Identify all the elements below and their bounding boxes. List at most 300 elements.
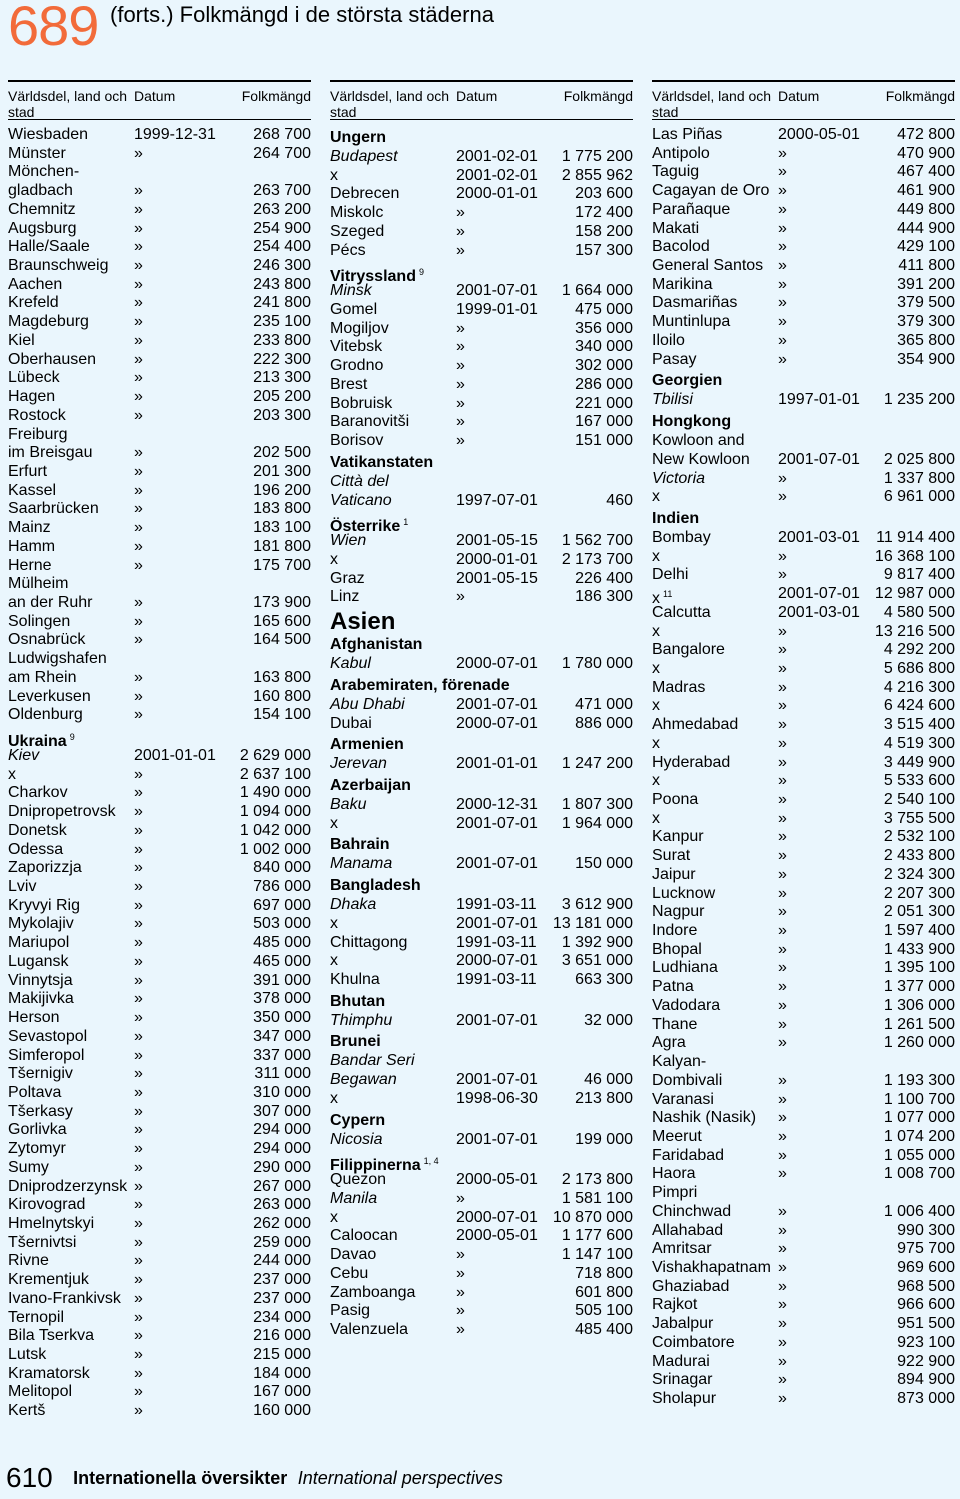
population-cell: 237 000 xyxy=(253,1271,311,1289)
table-row xyxy=(8,1271,311,1290)
header-rule xyxy=(652,119,955,120)
population-cell: 347 000 xyxy=(253,1027,311,1045)
table-row xyxy=(330,223,633,242)
date-cell: 2001-07-01 xyxy=(456,1071,538,1089)
city-name: Magdeburg xyxy=(8,313,89,331)
city-name: Taguig xyxy=(652,163,700,181)
table-row xyxy=(652,828,955,847)
table-row xyxy=(330,815,633,834)
country-name: Azerbaijan xyxy=(330,776,411,794)
city-name: Saarbrücken xyxy=(8,500,99,518)
city-name: Varanasi xyxy=(652,1090,714,1108)
date-cell: » xyxy=(778,275,787,293)
table-row xyxy=(330,413,633,432)
table-row xyxy=(330,1012,633,1031)
country-heading xyxy=(652,369,955,391)
city-name: Budapest xyxy=(330,148,398,165)
table-row xyxy=(8,500,311,519)
date-cell: » xyxy=(134,350,143,368)
date-cell: » xyxy=(778,1109,787,1127)
population-cell: 160 800 xyxy=(253,687,311,705)
population-cell: 11 914 400 xyxy=(876,528,955,546)
city-name: Augsburg xyxy=(8,219,77,237)
table-row xyxy=(330,896,633,915)
date-cell: » xyxy=(778,734,787,752)
city-name: am Rhein xyxy=(8,668,77,686)
population-cell: 3 755 500 xyxy=(883,809,955,827)
city-name: Nashik (Nasik) xyxy=(652,1109,757,1127)
table-row xyxy=(330,1321,633,1340)
population-cell: 6 424 600 xyxy=(883,697,955,715)
population-cell: 243 800 xyxy=(253,275,311,293)
city-name: Tšernigiv xyxy=(8,1065,73,1083)
table-row xyxy=(8,351,311,370)
date-cell: » xyxy=(134,631,143,649)
table-row xyxy=(330,282,633,301)
table-row xyxy=(8,822,311,841)
city-name: Dombivali xyxy=(652,1071,723,1089)
table-row xyxy=(652,488,955,507)
city-name: Solingen xyxy=(8,612,71,630)
table-row xyxy=(652,1390,955,1409)
date-cell: » xyxy=(134,481,143,499)
population-cell: 449 800 xyxy=(897,200,955,218)
city-name: Agra xyxy=(652,1034,686,1052)
date-cell: » xyxy=(134,257,143,275)
city-name: Sholapur xyxy=(652,1390,717,1407)
date-cell: » xyxy=(134,500,143,518)
date-cell: » xyxy=(134,1027,143,1045)
table-row xyxy=(8,669,311,688)
date-cell: » xyxy=(778,331,787,349)
table-row xyxy=(8,276,311,295)
population-cell: 175 700 xyxy=(253,556,311,574)
city-name: Jaipur xyxy=(652,865,696,883)
population-cell: 2 540 100 xyxy=(883,791,955,808)
country-name: Filippinerna $^{1, 4}$ xyxy=(330,1156,439,1175)
city-name: Thimphu xyxy=(330,1011,393,1029)
date-cell: 2000-12-31 xyxy=(456,795,538,813)
population-cell: 205 200 xyxy=(253,388,311,406)
date-cell: » xyxy=(456,394,465,412)
date-cell: » xyxy=(456,1321,465,1339)
table-row xyxy=(8,557,311,576)
city-name: Bhopal xyxy=(652,940,702,958)
table-row xyxy=(8,953,311,972)
date-cell: » xyxy=(134,200,143,218)
city-name: Quezon xyxy=(330,1171,387,1189)
date-cell: » xyxy=(778,678,787,696)
city-name: Kryvyi Rig xyxy=(8,896,81,914)
footer-title: Internationella översikter xyxy=(73,1467,288,1488)
date-cell: 1999-01-01 xyxy=(456,301,538,319)
date-cell: » xyxy=(456,588,465,606)
city-name: Las Piñas xyxy=(652,126,723,143)
table-row xyxy=(652,959,955,978)
table-row xyxy=(652,1371,955,1390)
city-name: Vitebsk xyxy=(330,338,383,356)
table-row xyxy=(8,1065,311,1084)
date-cell: » xyxy=(134,369,143,387)
population-cell: 1 247 200 xyxy=(561,755,633,773)
country-name: Österrike $^1$ xyxy=(330,517,409,536)
population-cell: 221 000 xyxy=(575,394,633,412)
population-cell: 2 025 800 xyxy=(883,450,955,468)
date-cell: » xyxy=(134,294,143,312)
city-name: Tšerkasy xyxy=(8,1102,73,1120)
population-cell: 2 433 800 xyxy=(883,847,955,865)
table-column-1 xyxy=(8,80,311,1421)
population-cell: 5 686 800 xyxy=(883,659,955,677)
table-row xyxy=(8,1383,311,1402)
population-cell: 1 177 600 xyxy=(561,1227,633,1245)
table-row xyxy=(652,1109,955,1128)
population-cell: 1 775 200 xyxy=(561,148,633,165)
date-cell: » xyxy=(134,821,143,839)
table-row xyxy=(8,1084,311,1103)
population-cell: 1 562 700 xyxy=(561,532,633,550)
column-header xyxy=(652,82,955,120)
population-cell: 786 000 xyxy=(253,878,311,896)
date-cell: » xyxy=(134,971,143,989)
city-name: Poona xyxy=(652,791,699,808)
table-row xyxy=(652,1296,955,1315)
city-name: Odessa xyxy=(8,840,64,858)
population-cell: 267 000 xyxy=(253,1177,311,1195)
table-row xyxy=(8,220,311,239)
table-row xyxy=(652,604,955,623)
population-cell: 173 900 xyxy=(253,593,311,611)
table-row xyxy=(8,1159,311,1178)
table-row xyxy=(330,432,633,451)
population-cell: 1 147 100 xyxy=(561,1246,633,1264)
table-row xyxy=(330,532,633,551)
table-row xyxy=(652,1147,955,1166)
table-row xyxy=(330,655,633,674)
table-row xyxy=(330,473,633,492)
table-row xyxy=(330,1284,633,1303)
population-cell: 1 002 000 xyxy=(239,840,311,858)
country-heading xyxy=(330,1030,633,1052)
city-name: Sumy xyxy=(8,1158,49,1176)
city-name: Begawan xyxy=(330,1071,397,1089)
country-name: Hongkong xyxy=(652,413,732,431)
date-cell: 2001-05-15 xyxy=(456,532,538,550)
date-cell: » xyxy=(134,275,143,293)
population-cell: 337 000 xyxy=(253,1046,311,1064)
table-row xyxy=(8,1327,311,1346)
city-name: Patna xyxy=(652,978,694,996)
table-row xyxy=(652,623,955,642)
population-cell: 1 392 900 xyxy=(561,933,633,951)
table-row xyxy=(8,1028,311,1047)
date-cell: » xyxy=(456,319,465,337)
continent-heading xyxy=(330,607,633,636)
header-date: Datum xyxy=(134,88,176,104)
date-cell: » xyxy=(778,791,787,808)
date-cell: » xyxy=(134,1289,143,1307)
table-row xyxy=(652,1353,955,1372)
city-name: gladbach xyxy=(8,182,73,200)
city-name: Bandar Seri xyxy=(330,1052,415,1070)
country-heading xyxy=(652,410,955,432)
population-cell: 4 292 200 xyxy=(883,641,955,659)
city-name: Erfurt xyxy=(8,462,48,480)
table-row xyxy=(330,1171,633,1190)
city-name: Madras xyxy=(652,678,706,696)
country-heading xyxy=(330,451,633,473)
footnote-ref: 9 xyxy=(418,267,424,278)
city-name: Lviv xyxy=(8,878,37,896)
population-cell: 12 987 000 xyxy=(874,585,955,603)
city-name: Chemnitz xyxy=(8,200,76,218)
table-row xyxy=(652,238,955,257)
population-cell: 311 000 xyxy=(254,1065,311,1083)
city-name: Marikina xyxy=(652,275,713,293)
city-name: Halle/Saale xyxy=(8,238,90,256)
city-name: Victoria xyxy=(652,469,706,487)
date-cell: » xyxy=(778,1034,787,1052)
date-cell: » xyxy=(134,1102,143,1120)
population-cell: 485 400 xyxy=(575,1321,633,1339)
population-cell: 601 800 xyxy=(575,1283,633,1301)
city-name: Brest xyxy=(330,375,368,393)
table-row xyxy=(330,185,633,204)
city-name: Ludhiana xyxy=(652,959,718,977)
table-row xyxy=(652,697,955,716)
date-cell: » xyxy=(134,952,143,970)
city-name: Jabalpur xyxy=(652,1315,714,1333)
date-cell: 2001-07-01 xyxy=(456,1011,538,1029)
table-row xyxy=(652,182,955,201)
population-cell: 157 300 xyxy=(575,241,633,259)
table-row xyxy=(652,641,955,660)
date-cell: » xyxy=(778,940,787,958)
date-cell: » xyxy=(134,182,143,200)
population-cell: 5 533 600 xyxy=(883,772,955,790)
city-name: Lugansk xyxy=(8,952,69,970)
city-name: Kramatorsk xyxy=(8,1364,90,1382)
table-row xyxy=(652,997,955,1016)
table-row xyxy=(8,841,311,860)
table-row xyxy=(652,1334,955,1353)
city-name: Ahmedabad xyxy=(652,716,739,734)
table-row xyxy=(330,796,633,815)
population-cell: 966 600 xyxy=(897,1296,955,1314)
date-cell: » xyxy=(778,219,787,237)
date-cell: » xyxy=(778,847,787,865)
date-cell: 2001-02-01 xyxy=(456,166,538,184)
date-cell: » xyxy=(778,622,787,640)
city-name: Faridabad xyxy=(652,1146,725,1164)
table-row xyxy=(330,357,633,376)
country-name: Georgien xyxy=(652,372,723,390)
date-cell: » xyxy=(778,547,787,565)
header-date: Datum xyxy=(456,88,498,104)
date-cell: » xyxy=(778,350,787,368)
date-cell: » xyxy=(778,1015,787,1033)
population-cell: 254 900 xyxy=(253,219,311,237)
date-cell: » xyxy=(134,1214,143,1232)
date-cell: 2001-07-01 xyxy=(778,450,860,468)
date-cell: » xyxy=(134,1121,143,1139)
table-row xyxy=(330,1227,633,1246)
rows xyxy=(652,126,955,1409)
date-cell: » xyxy=(134,1308,143,1326)
table-row xyxy=(330,570,633,589)
city-name: Freiburg xyxy=(8,425,68,443)
table-row xyxy=(330,395,633,414)
population-cell: 183 800 xyxy=(253,500,311,518)
date-cell: 2001-07-01 xyxy=(456,814,538,832)
city-name: Bombay xyxy=(652,528,711,546)
table-row xyxy=(652,1222,955,1241)
table-row xyxy=(330,1265,633,1284)
city-name: Davao xyxy=(330,1246,377,1264)
date-cell: » xyxy=(778,488,787,506)
table-row xyxy=(8,163,311,182)
table-row xyxy=(652,885,955,904)
table-row xyxy=(652,791,955,810)
population-cell: 1 807 300 xyxy=(561,795,633,813)
page-header xyxy=(8,0,98,56)
city-name: Nicosia xyxy=(330,1130,383,1148)
column-header xyxy=(330,82,633,120)
date-cell: 2001-07-01 xyxy=(456,1130,538,1148)
table-row xyxy=(8,1309,311,1328)
city-name: Valenzuela xyxy=(330,1321,408,1339)
date-cell: » xyxy=(134,784,143,802)
page-title: (forts.) Folkmängd i de största städerna xyxy=(110,2,494,27)
table-row xyxy=(8,369,311,388)
table-row xyxy=(8,706,311,725)
population-cell: 196 200 xyxy=(253,481,311,499)
date-cell: » xyxy=(778,1277,787,1295)
table-row xyxy=(8,294,311,313)
population-cell: 264 700 xyxy=(253,144,311,162)
date-cell: » xyxy=(778,1371,787,1389)
date-cell: » xyxy=(134,1327,143,1345)
city-name: Dnipropetrovsk xyxy=(8,803,116,821)
table-row xyxy=(330,1090,633,1109)
table-row xyxy=(652,1091,955,1110)
date-cell: » xyxy=(134,519,143,537)
table-row xyxy=(8,444,311,463)
city-name: Oldenburg xyxy=(8,706,83,724)
population-cell: 286 000 xyxy=(575,375,633,393)
date-cell: » xyxy=(778,1165,787,1183)
population-cell: 1 964 000 xyxy=(561,814,633,832)
table-row xyxy=(8,519,311,538)
city-name: Lutsk xyxy=(8,1346,47,1363)
table-column-3 xyxy=(652,80,955,1409)
population-cell: 262 000 xyxy=(253,1214,311,1232)
table-row xyxy=(652,351,955,370)
city-name: Kassel xyxy=(8,481,57,499)
city-name: Krementjuk xyxy=(8,1271,89,1289)
header-rule xyxy=(330,119,633,120)
city-name: Caloocan xyxy=(330,1227,398,1245)
date-cell: » xyxy=(778,922,787,940)
table-row xyxy=(652,1240,955,1259)
city-name: Bangalore xyxy=(652,641,725,659)
date-cell: 2000-01-01 xyxy=(456,550,538,568)
population-cell: 13 181 000 xyxy=(552,914,633,932)
population-cell: 429 100 xyxy=(897,238,955,256)
date-cell: » xyxy=(134,612,143,630)
city-name: Poltava xyxy=(8,1083,62,1101)
country-name: Vatikanstaten xyxy=(330,453,434,471)
city-name: Aachen xyxy=(8,275,63,293)
table-row xyxy=(652,754,955,773)
date-cell: » xyxy=(134,388,143,406)
city-name: x xyxy=(652,488,660,506)
city-name: Herson xyxy=(8,1009,60,1027)
city-name: Lübeck xyxy=(8,369,60,387)
date-cell: » xyxy=(134,1158,143,1176)
city-name: x xyxy=(652,772,660,790)
city-name: x xyxy=(330,166,338,184)
city-name: New Kowloon xyxy=(652,450,750,468)
population-cell: 294 000 xyxy=(253,1140,311,1158)
city-name: x xyxy=(652,809,660,827)
population-cell: 475 000 xyxy=(575,301,633,319)
city-name: Rivne xyxy=(8,1252,49,1270)
table-row xyxy=(330,1131,633,1150)
date-cell: » xyxy=(778,163,787,181)
date-cell: » xyxy=(778,1240,787,1258)
city-name: Pasig xyxy=(330,1302,371,1320)
table-row xyxy=(652,257,955,276)
city-name: Parañaque xyxy=(652,200,731,218)
population-cell: 241 800 xyxy=(253,294,311,312)
table-row xyxy=(8,1009,311,1028)
city-name: Tšernivtsi xyxy=(8,1233,77,1251)
header-population: Folkmängd xyxy=(885,88,955,104)
country-name: Ukraina $^9$ xyxy=(8,732,75,750)
date-cell: » xyxy=(134,444,143,462)
date-cell: 1991-03-11 xyxy=(456,896,537,914)
population-cell: 237 000 xyxy=(253,1289,311,1307)
city-name: Madurai xyxy=(652,1352,710,1370)
date-cell: » xyxy=(134,1177,143,1195)
city-name: Città del xyxy=(330,472,389,490)
population-cell: 13 216 500 xyxy=(874,622,955,640)
date-cell: 2001-01-01 xyxy=(134,747,216,764)
population-cell: 233 800 xyxy=(253,331,311,349)
population-cell: 172 400 xyxy=(575,204,633,222)
population-cell: 167 000 xyxy=(575,413,633,431)
date-cell: » xyxy=(456,375,465,393)
date-cell: 1997-07-01 xyxy=(456,491,538,509)
city-name: General Santos xyxy=(652,257,764,275)
population-cell: 213 300 xyxy=(253,369,311,387)
date-cell: 2000-05-01 xyxy=(456,1171,538,1189)
date-cell: 2001-07-01 xyxy=(456,282,538,300)
date-cell: » xyxy=(134,803,143,821)
date-cell: » xyxy=(134,1346,143,1363)
city-name: Pécs xyxy=(330,241,366,259)
city-name: Mainz xyxy=(8,519,51,537)
city-name: Mülheim xyxy=(8,575,69,593)
footnote-ref: 1 xyxy=(403,517,409,528)
table-row xyxy=(8,201,311,220)
table-row xyxy=(8,1196,311,1215)
date-cell: » xyxy=(134,331,143,349)
date-cell: » xyxy=(456,432,465,450)
header-population: Folkmängd xyxy=(563,88,633,104)
city-name: Charkov xyxy=(8,784,68,802)
